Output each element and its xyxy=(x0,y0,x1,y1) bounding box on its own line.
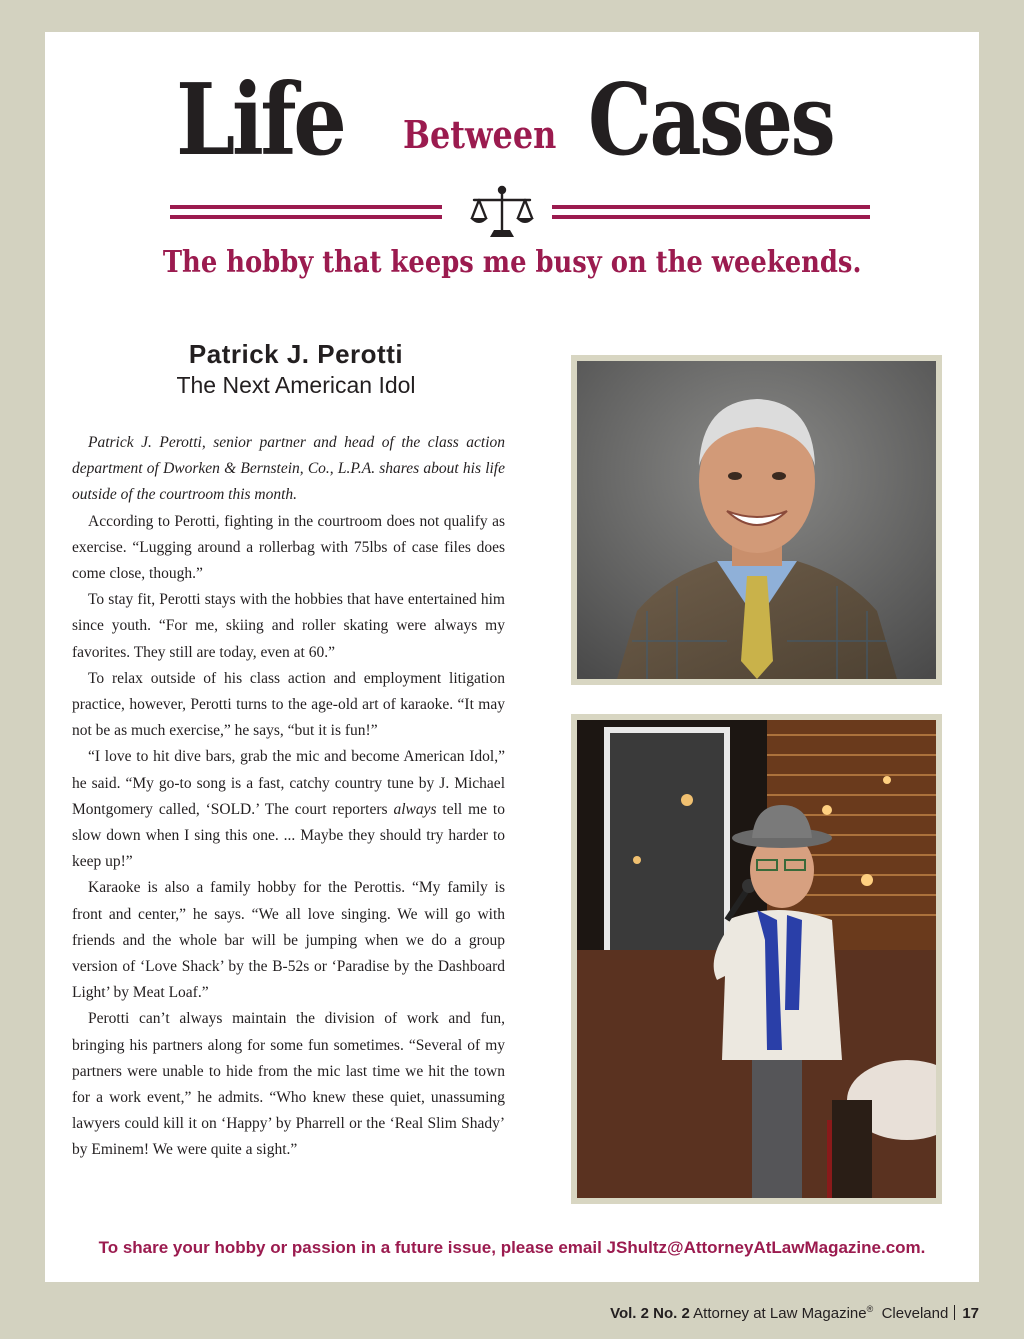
page-folio xyxy=(610,1304,979,1322)
portrait-photo xyxy=(577,361,936,679)
article-text: tell me to slow down when I sing this one. ... Maybe they should try harder to keep up!” xyxy=(72,800,505,871)
karaoke-illustration xyxy=(577,720,936,1198)
call-to-action: To share your hobby or passion in a future issue, please email JShultz@AttorneyAtLawMagazine.com. xyxy=(98,1238,926,1257)
article-text: “I love to hit dive bars, grab the mic and become American Idol,” he said. “My go-to song is a fast, catchy country tune by J. Michael Montgomery called, ‘SOLD.’ The court reporters xyxy=(72,748,505,818)
article-paragraph: Perotti can’t always maintain the division of work and fun, bringing his partners along for some fun sometimes. “Several of my partners were unable to hide from the mic last time we hit the town for a work event,” he admits. “Who knew these quiet, unassuming lawyers could kill it on ‘Happy’ by Pharrell or the ‘Real Slim Shady’ by Eminem! We were quite a sight.” xyxy=(72,1010,505,1159)
masthead-rule-right-top xyxy=(552,205,870,209)
city-name: Cleveland xyxy=(881,1305,949,1322)
tagline-text: The hobby that keeps me busy on the weekends. xyxy=(162,245,862,280)
tagline xyxy=(0,245,1024,280)
page-number: 17 xyxy=(962,1305,979,1322)
karaoke-photo-frame xyxy=(571,714,942,1204)
author-name: Patrick J. Perotti xyxy=(188,339,404,369)
portrait-illustration xyxy=(577,361,936,679)
article-paragraph: To relax outside of his class action and employment litigation practice, however, Perotti turns to the age-old art of karaoke. “It may not be as much exercise,” he says, “but it is fun!” xyxy=(72,669,505,740)
article-paragraph: According to Perotti, fighting in the courtroom does not qualify as exercise. “Lugging around a rollerbag with 75lbs of case files does come close, though.” xyxy=(72,512,505,583)
issue-volume: Vol. 2 No. 2 xyxy=(610,1305,690,1322)
masthead-word-cases: Cases xyxy=(588,63,834,178)
article-body xyxy=(72,430,505,1164)
article-emphasis: always xyxy=(393,800,437,818)
magazine-name: Attorney at Law Magazine xyxy=(693,1305,867,1322)
folio-divider xyxy=(954,1305,955,1320)
masthead-word-life: Life xyxy=(176,63,344,178)
article-intro: Patrick J. Perotti, senior partner and head of the class action department of Dworken & Bernstein, Co., L.P.A. shares about his life outside of the courtroom this month. xyxy=(72,434,505,504)
portrait-photo-frame xyxy=(571,355,942,685)
article-paragraph xyxy=(72,744,505,875)
scales-of-justice-icon xyxy=(466,184,538,240)
masthead-word-between: Between xyxy=(403,112,557,157)
article-paragraph: To stay fit, Perotti stays with the hobbies that have entertained him since youth. “For me, skiing and roller skating were always my favorites. They still are today, even at 60.” xyxy=(72,591,505,661)
karaoke-photo xyxy=(577,720,936,1198)
author-title: The Next American Idol xyxy=(176,372,416,398)
masthead-rule-left-bottom xyxy=(170,215,442,219)
masthead-rule-left-top xyxy=(170,205,442,209)
masthead-rule-right-bottom xyxy=(552,215,870,219)
registered-mark: ® xyxy=(866,1304,874,1314)
article-paragraph: Karaoke is also a family hobby for the Perottis. “My family is front and center,” he says. “We all love singing. We will go with friends and the whole bar will be jumping when we do a group version of ‘Love Shack’ by the B-52s or ‘Paradise by the Dashboard Light’ by Meat Loaf.” xyxy=(72,879,505,1002)
